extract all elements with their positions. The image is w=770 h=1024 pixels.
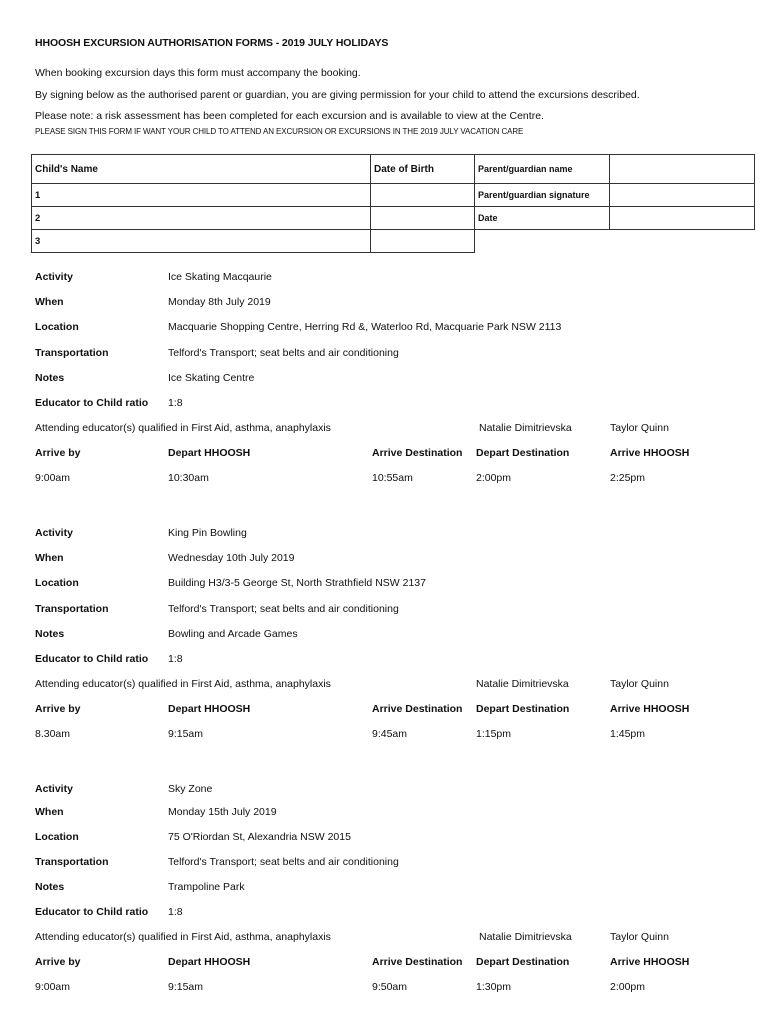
dob-field-1[interactable]: [371, 184, 475, 207]
activity-label: Activity: [35, 783, 73, 795]
when-label: When: [35, 806, 64, 818]
depart-hhoosh-value: 10:30am: [168, 472, 209, 484]
arrive-by-header: Arrive by: [35, 703, 81, 715]
transportation-value: Telford's Transport; seat belts and air conditioning: [168, 856, 399, 868]
notes-value: Bowling and Arcade Games: [168, 628, 298, 640]
transportation-label: Transportation: [35, 347, 109, 359]
educator-1: Natalie Dimitrievska: [476, 678, 569, 690]
attending-label: Attending educator(s) qualified in First Aid, asthma, anaphylaxis: [35, 678, 331, 690]
transportation-label: Transportation: [35, 603, 109, 615]
notes-label: Notes: [35, 372, 65, 384]
when-value: Wednesday 10th July 2019: [168, 552, 295, 564]
parent-name-label: Parent/guardian name: [475, 155, 610, 184]
arrive-hhoosh-value: 2:25pm: [610, 472, 646, 484]
location-label: Location: [35, 577, 79, 589]
educator-1: Natalie Dimitrievska: [479, 931, 572, 943]
educator-2: Taylor Quinn: [610, 678, 669, 690]
arrive-by-value: 9:00am: [35, 472, 71, 484]
arrive-hhoosh-header: Arrive HHOOSH: [610, 703, 690, 715]
date-field[interactable]: [610, 207, 755, 230]
arrive-hhoosh-header: Arrive HHOOSH: [610, 447, 690, 459]
notes-value: Trampoline Park: [168, 881, 245, 893]
date-label: Date: [475, 207, 610, 230]
depart-hhoosh-value: 9:15am: [168, 728, 204, 740]
location-value: 75 O'Riordan St, Alexandria NSW 2015: [168, 831, 351, 843]
depart-destination-header: Depart Destination: [476, 447, 570, 459]
parent-signature-field[interactable]: [610, 184, 755, 207]
excursion-sky-zone: [0, 783, 770, 1013]
depart-hhoosh-value: 9:15am: [168, 981, 204, 993]
activity-value: Sky Zone: [168, 783, 213, 795]
activity-value: Ice Skating Macqaurie: [168, 271, 272, 283]
when-value: Monday 8th July 2019: [168, 296, 271, 308]
transportation-value: Telford's Transport; seat belts and air conditioning: [168, 347, 399, 359]
sign-instruction: PLEASE SIGN THIS FORM IF WANT YOUR CHILD TO ATTEND AN EXCURSION OR EXCURSIONS IN THE 2019 JULY VACATION CARE: [35, 127, 524, 136]
arrive-destination-value: 10:55am: [372, 472, 413, 484]
depart-destination-value: 1:30pm: [476, 981, 512, 993]
activity-label: Activity: [35, 271, 73, 283]
arrive-destination-value: 9:50am: [372, 981, 408, 993]
arrive-destination-header: Arrive Destination: [372, 447, 463, 459]
transportation-label: Transportation: [35, 856, 109, 868]
child-details-table: [31, 154, 755, 253]
when-label: When: [35, 552, 64, 564]
educator-1: Natalie Dimitrievska: [479, 422, 572, 434]
when-label: When: [35, 296, 64, 308]
arrive-by-header: Arrive by: [35, 956, 81, 968]
dob-field-2[interactable]: [371, 207, 475, 230]
location-value: Building H3/3-5 George St, North Strathfield NSW 2137: [168, 577, 426, 589]
depart-destination-value: 1:15pm: [476, 728, 512, 740]
arrive-hhoosh-header: Arrive HHOOSH: [610, 956, 690, 968]
depart-hhoosh-header: Depart HHOOSH: [168, 447, 251, 459]
arrive-by-value: 8.30am: [35, 728, 71, 740]
arrive-hhoosh-value: 1:45pm: [610, 728, 646, 740]
arrive-destination-value: 9:45am: [372, 728, 408, 740]
ratio-label: Educator to Child ratio: [35, 653, 149, 665]
activity-value: King Pin Bowling: [168, 527, 247, 539]
intro-booking: When booking excursion days this form must accompany the booking.: [35, 67, 361, 79]
depart-hhoosh-header: Depart HHOOSH: [168, 703, 251, 715]
child-row-3[interactable]: 3: [32, 230, 371, 253]
arrive-by-value: 9:00am: [35, 981, 71, 993]
excursion-ice-skating: [0, 271, 770, 501]
educator-2: Taylor Quinn: [610, 931, 669, 943]
ratio-value: 1:8: [168, 906, 183, 918]
parent-signature-label: Parent/guardian signature: [475, 184, 610, 207]
notes-label: Notes: [35, 628, 65, 640]
activity-label: Activity: [35, 527, 73, 539]
when-value: Monday 15th July 2019: [168, 806, 277, 818]
child-row-1[interactable]: 1: [32, 184, 371, 207]
location-label: Location: [35, 831, 79, 843]
depart-hhoosh-header: Depart HHOOSH: [168, 956, 251, 968]
dob-header: Date of Birth: [371, 155, 475, 184]
intro-risk: Please note: a risk assessment has been completed for each excursion and is available to view at the Centre.: [35, 110, 544, 122]
excursion-bowling: [0, 527, 770, 757]
arrive-destination-header: Arrive Destination: [372, 956, 463, 968]
educator-2: Taylor Quinn: [610, 422, 669, 434]
ratio-value: 1:8: [168, 397, 183, 409]
dob-field-3[interactable]: [371, 230, 475, 253]
attending-label: Attending educator(s) qualified in First Aid, asthma, anaphylaxis: [35, 931, 331, 943]
location-label: Location: [35, 321, 79, 333]
ratio-label: Educator to Child ratio: [35, 397, 149, 409]
arrive-destination-header: Arrive Destination: [372, 703, 463, 715]
arrive-by-header: Arrive by: [35, 447, 81, 459]
table-spacer: [475, 230, 610, 253]
attending-label: Attending educator(s) qualified in First Aid, asthma, anaphylaxis: [35, 422, 331, 434]
depart-destination-header: Depart Destination: [476, 703, 570, 715]
ratio-label: Educator to Child ratio: [35, 906, 149, 918]
depart-destination-header: Depart Destination: [476, 956, 570, 968]
child-name-header: Child's Name: [32, 155, 371, 184]
location-value: Macquarie Shopping Centre, Herring Rd &, Waterloo Rd, Macquarie Park NSW 2113: [168, 321, 562, 333]
child-row-2[interactable]: 2: [32, 207, 371, 230]
transportation-value: Telford's Transport; seat belts and air conditioning: [168, 603, 399, 615]
depart-destination-value: 2:00pm: [476, 472, 512, 484]
intro-permission: By signing below as the authorised parent or guardian, you are giving permission for your child to attend the excursions described.: [35, 89, 640, 101]
table-spacer: [610, 230, 755, 253]
page-title: HHOOSH EXCURSION AUTHORISATION FORMS - 2019 JULY HOLIDAYS: [35, 37, 389, 49]
notes-value: Ice Skating Centre: [168, 372, 255, 384]
ratio-value: 1:8: [168, 653, 183, 665]
parent-name-field[interactable]: [610, 155, 755, 184]
arrive-hhoosh-value: 2:00pm: [610, 981, 646, 993]
notes-label: Notes: [35, 881, 65, 893]
